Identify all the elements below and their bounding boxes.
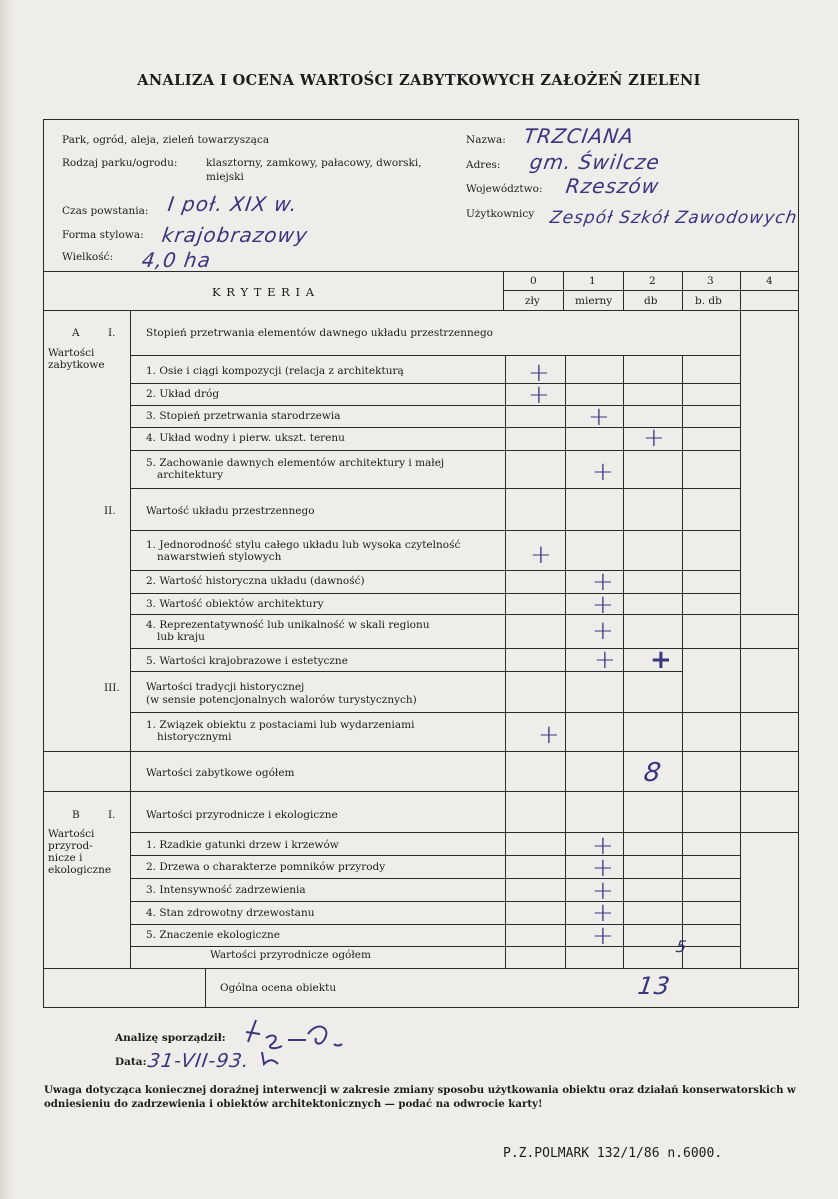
mark-a2: + bbox=[528, 380, 550, 410]
type-label: Rodzaj parku/ogrodu: bbox=[62, 157, 178, 169]
time-value: I poł. XIX w. bbox=[166, 192, 300, 216]
mark-a1: + bbox=[528, 358, 550, 388]
rule bbox=[503, 290, 799, 291]
rule bbox=[130, 901, 740, 902]
mark-b5: + bbox=[594, 645, 616, 675]
overall-value: 13 bbox=[636, 972, 673, 1000]
size-label: Wielkość: bbox=[62, 251, 114, 263]
mark-b4: + bbox=[592, 616, 614, 646]
section-a-label-1: Wartości bbox=[48, 347, 95, 359]
section-b-total-value: 5 bbox=[674, 937, 689, 956]
rule bbox=[130, 855, 740, 856]
section-b-title: Wartości przyrodnicze i ekologiczne bbox=[146, 809, 338, 821]
rule bbox=[130, 878, 740, 879]
criterion-c1: 1. Związek obiektu z postaciami lub wydarzeniami bbox=[146, 719, 415, 731]
style-label: Forma stylowa: bbox=[62, 229, 144, 241]
name-value: TRZCIANA bbox=[522, 124, 636, 148]
rule bbox=[503, 271, 504, 310]
criteria-title: K R Y T E R I A bbox=[212, 285, 316, 299]
mark-n1: + bbox=[592, 831, 614, 861]
criterion-a3: 3. Stopień przetrwania starodrzewia bbox=[146, 410, 341, 422]
rule bbox=[623, 271, 624, 310]
overall-label: Ogólna ocena obiektu bbox=[220, 982, 337, 994]
mark-a3: + bbox=[588, 402, 610, 432]
date-label: Data: bbox=[115, 1056, 147, 1068]
voivodeship-label: Województwo: bbox=[466, 183, 543, 195]
park-label: Park, ogród, aleja, zieleń towarzysząca bbox=[62, 134, 270, 146]
section-a-roman: I. bbox=[108, 327, 116, 339]
col-3-label: b. db bbox=[695, 295, 722, 307]
section-b-letter: B bbox=[72, 809, 80, 821]
intervention-note: Uwaga dotycząca koniecznej doraźnej interwencji w zakresie zmiany sposobu użytkowania obiektu oraz działań konserwatorskich w odniesieniu do zadrzewienia i obiektów architektonicznych — podać na odwrocie karty! bbox=[44, 1084, 796, 1110]
col-1-num: 1 bbox=[589, 275, 596, 287]
col-2-label: db bbox=[644, 295, 658, 307]
rule bbox=[130, 648, 799, 649]
criterion-b3: 3. Wartość obiektów architektury bbox=[146, 598, 324, 610]
time-label: Czas powstania: bbox=[62, 205, 149, 217]
rule bbox=[130, 593, 740, 594]
rule bbox=[130, 310, 131, 969]
mark-a4: + bbox=[643, 423, 665, 453]
rule bbox=[130, 570, 740, 571]
col-0-num: 0 bbox=[530, 275, 537, 287]
address-value: gm. Świlcze bbox=[528, 150, 662, 174]
rule bbox=[740, 310, 741, 968]
mark-b2: + bbox=[592, 567, 614, 597]
criterion-b4: 4. Reprezentatywność lub unikalność w skali regionu bbox=[146, 619, 430, 631]
col-4-num: 4 bbox=[766, 275, 773, 287]
section-a-total-label: Wartości zabytkowe ogółem bbox=[146, 767, 295, 779]
date-value: 31-VII-93. bbox=[146, 1050, 252, 1072]
mark-n5: + bbox=[592, 921, 614, 951]
col-1-label: mierny bbox=[575, 295, 613, 307]
criterion-n1: 1. Rzadkie gatunki drzew i krzewów bbox=[146, 839, 339, 851]
mark-a5: + bbox=[592, 457, 614, 487]
mark-n4: + bbox=[592, 898, 614, 928]
section-b-label-1: Wartości bbox=[48, 828, 95, 840]
type-options-2: miejski bbox=[206, 171, 244, 183]
col-2-num: 2 bbox=[649, 275, 656, 287]
section-b-roman: I. bbox=[108, 809, 116, 821]
rule bbox=[43, 310, 799, 311]
user-label: Użytkownicy bbox=[466, 208, 535, 220]
rule bbox=[740, 271, 741, 310]
criterion-b2: 2. Wartość historyczna układu (dawność) bbox=[146, 575, 365, 587]
mark-n2: + bbox=[592, 853, 614, 883]
page-edge bbox=[0, 0, 14, 1199]
criterion-b1: 1. Jednorodność stylu całego układu lub wysoka czytelność bbox=[146, 539, 461, 551]
mark-c1: + bbox=[538, 720, 560, 750]
voivodeship-value: Rzeszów bbox=[564, 174, 661, 198]
col-0-label: zły bbox=[525, 295, 540, 307]
rule bbox=[43, 751, 799, 752]
rule bbox=[130, 383, 740, 384]
style-value: krajobrazowy bbox=[160, 223, 310, 247]
size-value: 4,0 ha bbox=[140, 248, 213, 272]
criterion-a5-b: architektury bbox=[157, 469, 224, 481]
rule bbox=[130, 530, 740, 531]
form-title: ANALIZA I OCENA WARTOŚCI ZABYTKOWYCH ZAŁOŻEŃ ZIELENI bbox=[137, 72, 701, 89]
criterion-a2: 2. Układ dróg bbox=[146, 388, 220, 400]
rule bbox=[130, 405, 740, 406]
criterion-a1: 1. Osie i ciągi kompozycji (relacja z architekturą bbox=[146, 365, 404, 377]
made-by-label: Analizę sporządził: bbox=[115, 1032, 226, 1044]
rule bbox=[43, 271, 799, 272]
mark-b5-scribble: + bbox=[650, 645, 672, 675]
section-b-label-4: ekologiczne bbox=[48, 864, 112, 876]
mark-b1: + bbox=[530, 540, 552, 570]
criterion-b5: 5. Wartości krajobrazowe i estetyczne bbox=[146, 655, 348, 667]
section-a-letter: A bbox=[72, 327, 80, 339]
section-a-iii-roman: III. bbox=[104, 682, 120, 694]
section-a-ii-roman: II. bbox=[104, 505, 116, 517]
criterion-a4: 4. Układ wodny i pierw. ukszt. terenu bbox=[146, 432, 345, 444]
rule bbox=[130, 946, 740, 947]
rule bbox=[130, 488, 740, 489]
rule bbox=[130, 712, 799, 713]
rule bbox=[682, 355, 683, 968]
criterion-n5: 5. Znaczenie ekologiczne bbox=[146, 929, 281, 941]
criterion-a5: 5. Zachowanie dawnych elementów architektury i małej bbox=[146, 457, 445, 469]
section-a-iii-title: Wartości tradycji historycznej bbox=[146, 681, 305, 693]
type-options: klasztorny, zamkowy, pałacowy, dworski, bbox=[206, 157, 422, 169]
rule bbox=[130, 924, 740, 925]
section-a-iii-title-2: (w sensie potencjonalnych walorów turystycznych) bbox=[146, 694, 417, 706]
user-value: Zespół Szkół Zawodowych bbox=[548, 208, 799, 228]
signature-scrawl bbox=[238, 1012, 378, 1068]
section-b-label-3: nicze i bbox=[48, 852, 83, 864]
mark-n3: + bbox=[592, 876, 614, 906]
section-b-total-label: Wartości przyrodnicze ogółem bbox=[210, 949, 371, 961]
rule bbox=[563, 271, 564, 310]
name-label: Nazwa: bbox=[466, 134, 506, 146]
col-3-num: 3 bbox=[707, 275, 714, 287]
rule bbox=[565, 355, 566, 968]
rule bbox=[205, 968, 206, 1008]
rule bbox=[43, 968, 799, 969]
rule bbox=[623, 355, 624, 968]
section-a-ii-title: Wartość układu przestrzennego bbox=[146, 505, 315, 517]
criterion-n3: 3. Intensywność zadrzewienia bbox=[146, 884, 306, 896]
section-b-label-2: przyrod- bbox=[48, 840, 93, 852]
section-a-total-value: 8 bbox=[641, 758, 664, 788]
rule bbox=[130, 355, 740, 356]
rule bbox=[130, 614, 799, 615]
print-code: P.Z.POLMARK 132/1/86 n.6000. bbox=[503, 1146, 723, 1161]
rule bbox=[682, 271, 683, 310]
rule bbox=[505, 355, 506, 968]
criterion-c1-b: historycznymi bbox=[157, 731, 232, 743]
section-a-i-title: Stopień przetrwania elementów dawnego układu przestrzennego bbox=[146, 327, 493, 339]
section-a-label-2: zabytkowe bbox=[48, 359, 105, 371]
mark-b3: + bbox=[592, 590, 614, 620]
criterion-b1-b: nawarstwień stylowych bbox=[157, 551, 282, 563]
criterion-n4: 4. Stan zdrowotny drzewostanu bbox=[146, 907, 315, 919]
criterion-n2: 2. Drzewa o charakterze pomników przyrody bbox=[146, 861, 386, 873]
criterion-b4-b: lub kraju bbox=[157, 631, 205, 643]
rule bbox=[130, 832, 799, 833]
address-label: Adres: bbox=[466, 159, 501, 171]
rule bbox=[43, 791, 799, 792]
